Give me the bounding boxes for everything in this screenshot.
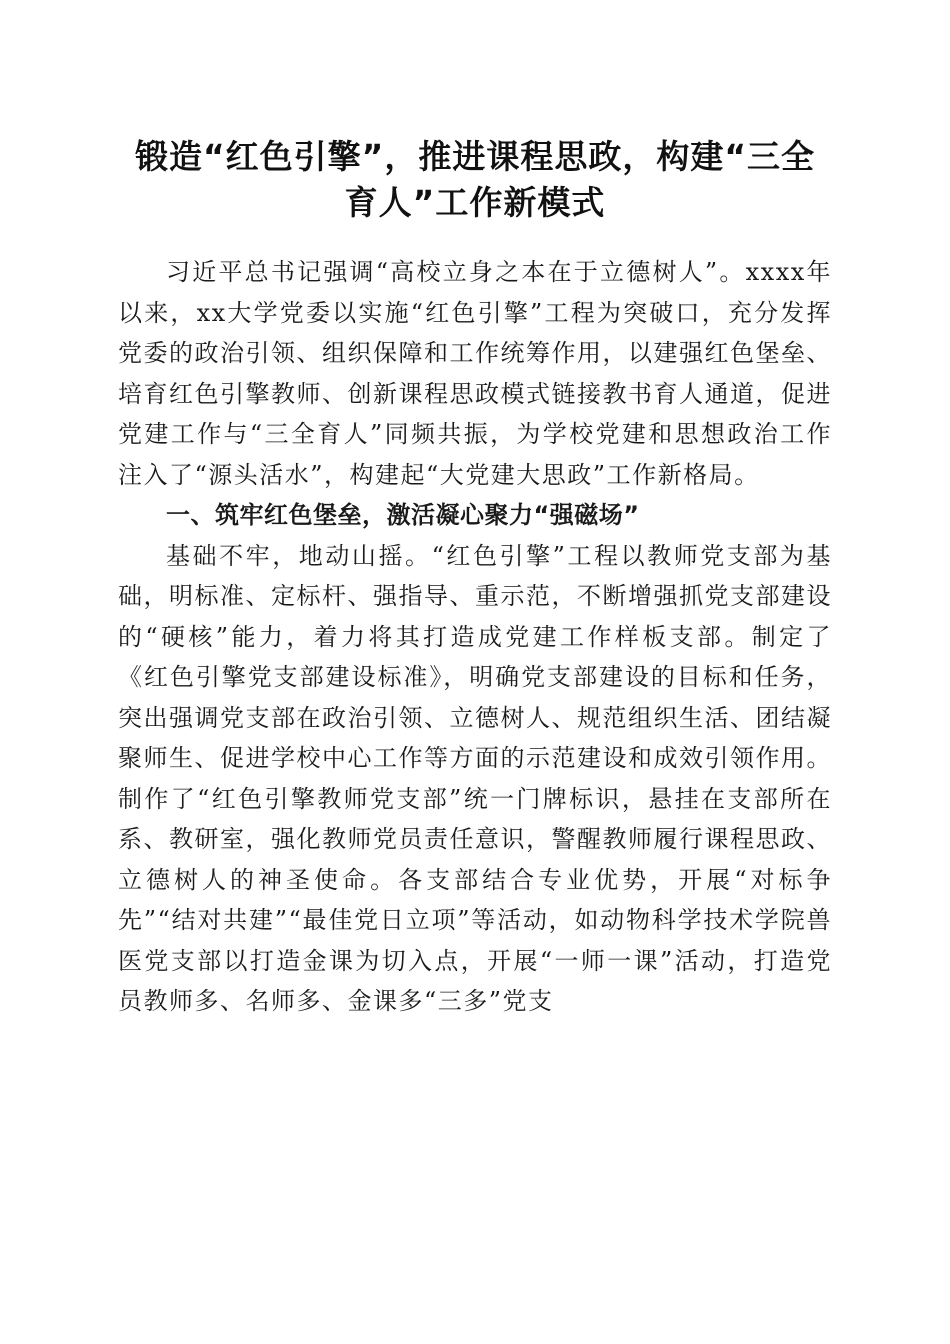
section-1-heading: 一、筑牢红色堡垒，激活凝心聚力“强磁场”	[166, 501, 640, 529]
intro-paragraph: 习近平总书记强调“高校立身之本在于立德树人”。xxxx年以来，xx大学党委以实施“红色引擎”工程为突破口，充分发挥党委的政治引领、组织保障和工作统筹作用，以建强红色堡垒、培育红色引擎教师、创新课程思政模式链接教书育人通道，促进党建工作与“三全育人”同频共振，为学校党建和思想政治工作注入了“源头活水”，构建起“大党建大思政”工作新格局。	[118, 258, 832, 489]
document-body	[118, 252, 832, 1022]
document-title: 锻造“红色引擎”，推进课程思政，构建“三全育人”工作新模式	[134, 137, 816, 222]
section-1-paragraph: 基础不牢，地动山摇。“红色引擎”工程以教师党支部为基础，明标准、定标杆、强指导、重示范，不断增强抓党支部建设的“硬核”能力，着力将其打造成党建工作样板支部。制定了《红色引擎党支部建设标准》，明确党支部建设的目标和任务，突出强调党支部在政治引领、立德树人、规范组织生活、团结凝聚师生、促进学校中心工作等方面的示范建设和成效引领作用。制作了“红色引擎教师党支部”统一门牌标识，悬挂在支部所在系、教研室，强化教师党员责任意识，警醒教师履行课程思政、立德树人的神圣使命。各支部结合专业优势，开展“对标争先”“结对共建”“最佳党日立项”等活动，如动物科学技术学院兽医党支部以打造金课为切入点，开展“一师一课”活动，打造党员教师多、名师多、金课多“三多”党支	[118, 541, 832, 1015]
